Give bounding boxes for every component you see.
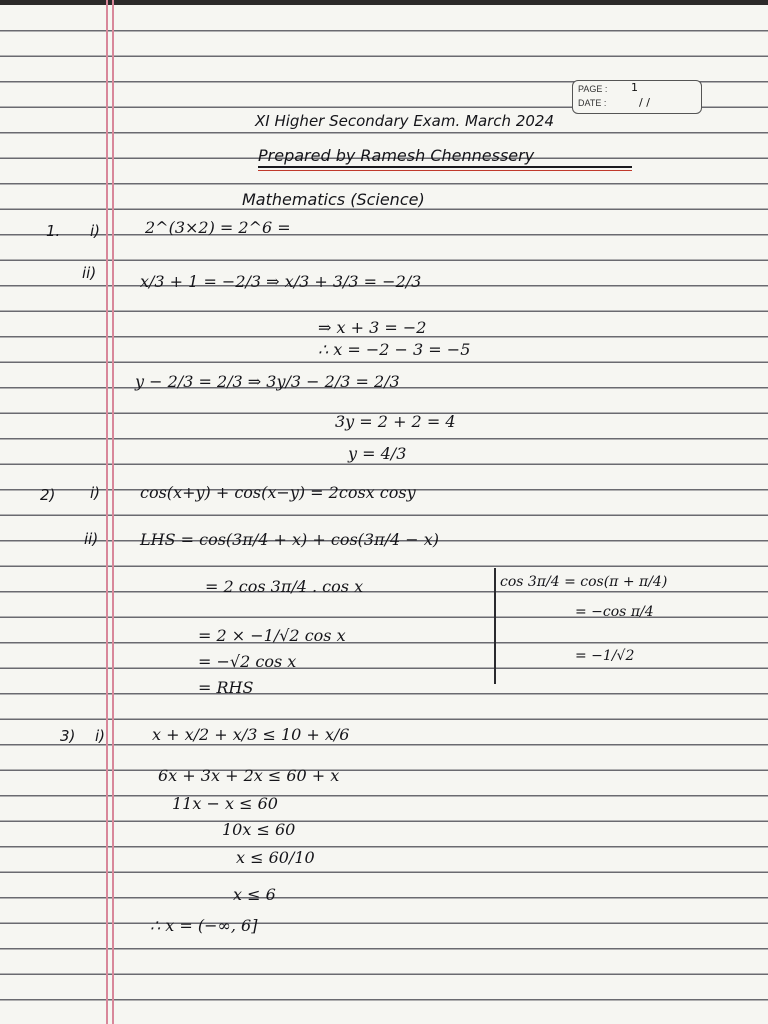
side-work-line: = −cos π/4 — [575, 604, 654, 620]
prepared-by: Prepared by Ramesh Chennessery — [258, 146, 535, 165]
solution-line: 6x + 3x + 2x ≤ 60 + x — [158, 766, 340, 785]
side-work-line: cos 3π/4 = cos(π + π/4) — [500, 574, 668, 590]
margin-line — [112, 0, 114, 1024]
sub-part-label: i) — [95, 727, 106, 745]
title-underline — [258, 166, 632, 168]
margin-line — [106, 0, 108, 1024]
question-number: 3) — [60, 727, 76, 745]
solution-line: ∴ x = (−∞, 6] — [150, 916, 258, 935]
page-number: 1 — [631, 81, 638, 94]
sub-part-label: ii) — [84, 530, 99, 548]
page-top-edge — [0, 0, 768, 5]
side-work-divider — [494, 568, 496, 684]
solution-line: = 2 × −1/√2 cos x — [198, 626, 346, 645]
solution-line: x/3 + 1 = −2/3 ⇒ x/3 + 3/3 = −2/3 — [140, 272, 422, 291]
page-date-box — [572, 80, 702, 114]
side-work-line: = −1/√2 — [575, 648, 635, 664]
question-number: 1. — [46, 222, 61, 240]
solution-line: ⇒ x + 3 = −2 — [318, 318, 427, 337]
question-number: 2) — [40, 486, 56, 504]
sub-part-label: i) — [90, 222, 101, 240]
solution-line: ∴ x = −2 − 3 = −5 — [318, 340, 471, 359]
solution-line: 11x − x ≤ 60 — [172, 794, 278, 813]
solution-line: LHS = cos(3π/4 + x) + cos(3π/4 − x) — [140, 530, 440, 549]
solution-line: y = 4/3 — [348, 444, 407, 463]
exam-title: XI Higher Secondary Exam. March 2024 — [255, 112, 555, 130]
solution-line: x ≤ 60/10 — [236, 848, 315, 867]
solution-line: 10x ≤ 60 — [222, 820, 296, 839]
solution-line: 2^(3×2) = 2^6 = — [145, 218, 291, 237]
date-value: / / — [639, 96, 650, 109]
date-label: DATE : — [578, 98, 607, 108]
solution-line: cos(x+y) + cos(x−y) = 2cosx cosy — [140, 483, 416, 502]
title-red-underline — [258, 170, 632, 171]
solution-line: = RHS — [198, 678, 254, 697]
page-label: PAGE : — [578, 84, 608, 94]
solution-line: 3y = 2 + 2 = 4 — [335, 412, 456, 431]
solution-line: = 2 cos 3π/4 . cos x — [205, 577, 364, 596]
solution-line: x + x/2 + x/3 ≤ 10 + x/6 — [152, 725, 350, 744]
sub-part-label: i) — [90, 484, 101, 502]
solution-line: = −√2 cos x — [198, 652, 297, 671]
subject-title: Mathematics (Science) — [242, 190, 425, 209]
solution-line: x ≤ 6 — [233, 885, 276, 904]
solution-line: y − 2/3 = 2/3 ⇒ 3y/3 − 2/3 = 2/3 — [135, 372, 400, 391]
sub-part-label: ii) — [82, 264, 97, 282]
